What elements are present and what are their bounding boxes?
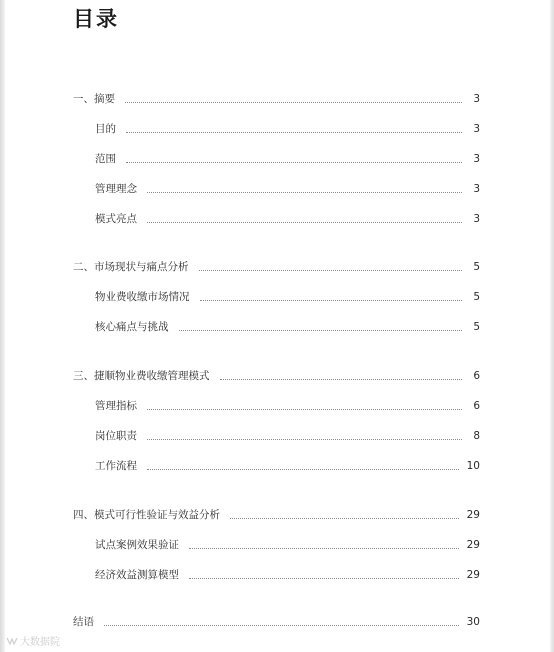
toc-entry-label: 目的 (95, 123, 116, 135)
page-edge-left (0, 0, 5, 652)
toc-page-number: 5 (473, 321, 480, 333)
toc-entry-label: 一、摘要 (73, 93, 115, 105)
toc-entry-section-4[interactable] (73, 506, 480, 524)
toc-entry[interactable] (95, 180, 480, 198)
toc-page-number: 3 (473, 123, 480, 135)
toc-entry-label: 岗位职责 (95, 430, 137, 442)
logo-icon (6, 636, 18, 646)
toc-page-number: 30 (466, 616, 480, 628)
toc-leader (147, 439, 462, 440)
toc-page-number: 5 (473, 261, 480, 273)
toc-entry-label: 经济效益测算模型 (95, 569, 179, 581)
toc-page-number: 29 (466, 509, 480, 521)
toc-entry[interactable] (95, 427, 480, 445)
toc-page-number: 3 (473, 213, 480, 225)
toc-leader (147, 192, 462, 193)
toc-leader (230, 518, 459, 519)
toc-page-number: 3 (473, 183, 480, 195)
toc-entry-section-2[interactable] (73, 258, 480, 276)
toc-page-number: 3 (473, 93, 480, 105)
watermark (6, 633, 60, 648)
toc-entry-conclusion[interactable] (73, 613, 480, 631)
toc-entry[interactable] (95, 536, 480, 554)
toc-page-number: 29 (466, 569, 480, 581)
toc-entry-label: 工作流程 (95, 460, 137, 472)
toc-leader (147, 222, 462, 223)
toc-entry[interactable] (95, 150, 480, 168)
toc-page-number: 6 (473, 370, 480, 382)
toc-entry-label: 模式亮点 (95, 213, 137, 225)
toc-page-number: 10 (466, 460, 480, 472)
toc-leader (125, 102, 462, 103)
toc-page-number: 6 (473, 400, 480, 412)
toc-leader (147, 469, 459, 470)
toc-page-number: 29 (466, 539, 480, 551)
toc-page-number: 3 (473, 153, 480, 165)
toc-entry-label: 物业费收缴市场情况 (95, 291, 190, 303)
toc-entry-label: 范围 (95, 153, 116, 165)
toc-entry[interactable] (95, 120, 480, 138)
toc-entry-label: 结语 (73, 616, 94, 628)
toc-entry-label: 管理理念 (95, 183, 137, 195)
toc-entry[interactable] (95, 210, 480, 228)
toc-leader (189, 578, 459, 579)
toc-entry[interactable] (95, 318, 480, 336)
toc-leader (179, 330, 463, 331)
watermark-text: 大数据院 (20, 637, 60, 648)
toc-leader (147, 409, 462, 410)
toc-entry-label: 管理指标 (95, 400, 137, 412)
toc-leader (104, 625, 459, 626)
toc-page-number: 8 (473, 430, 480, 442)
toc-entry-section-3[interactable] (73, 367, 480, 385)
toc-leader (199, 270, 463, 271)
toc-leader (200, 300, 463, 301)
toc-entry-label: 试点案例效果验证 (95, 539, 179, 551)
toc-entry-label: 三、捷顺物业费收缴管理模式 (73, 370, 210, 382)
page-edge-right (550, 0, 554, 652)
toc-entry-label: 四、模式可行性验证与效益分析 (73, 509, 220, 521)
toc-leader (220, 379, 463, 380)
toc-entry[interactable] (95, 397, 480, 415)
toc-entry-label: 二、市场现状与痛点分析 (73, 261, 189, 273)
toc-entry-section-1[interactable] (73, 90, 480, 108)
toc-leader (126, 132, 462, 133)
toc-entry[interactable] (95, 457, 480, 475)
toc-entry-label: 核心痛点与挑战 (95, 321, 169, 333)
toc-entry[interactable] (95, 288, 480, 306)
toc-entry[interactable] (95, 566, 480, 584)
page-title: 目录 (73, 7, 119, 31)
toc-leader (126, 162, 462, 163)
toc-page-number: 5 (473, 291, 480, 303)
toc-leader (189, 548, 459, 549)
